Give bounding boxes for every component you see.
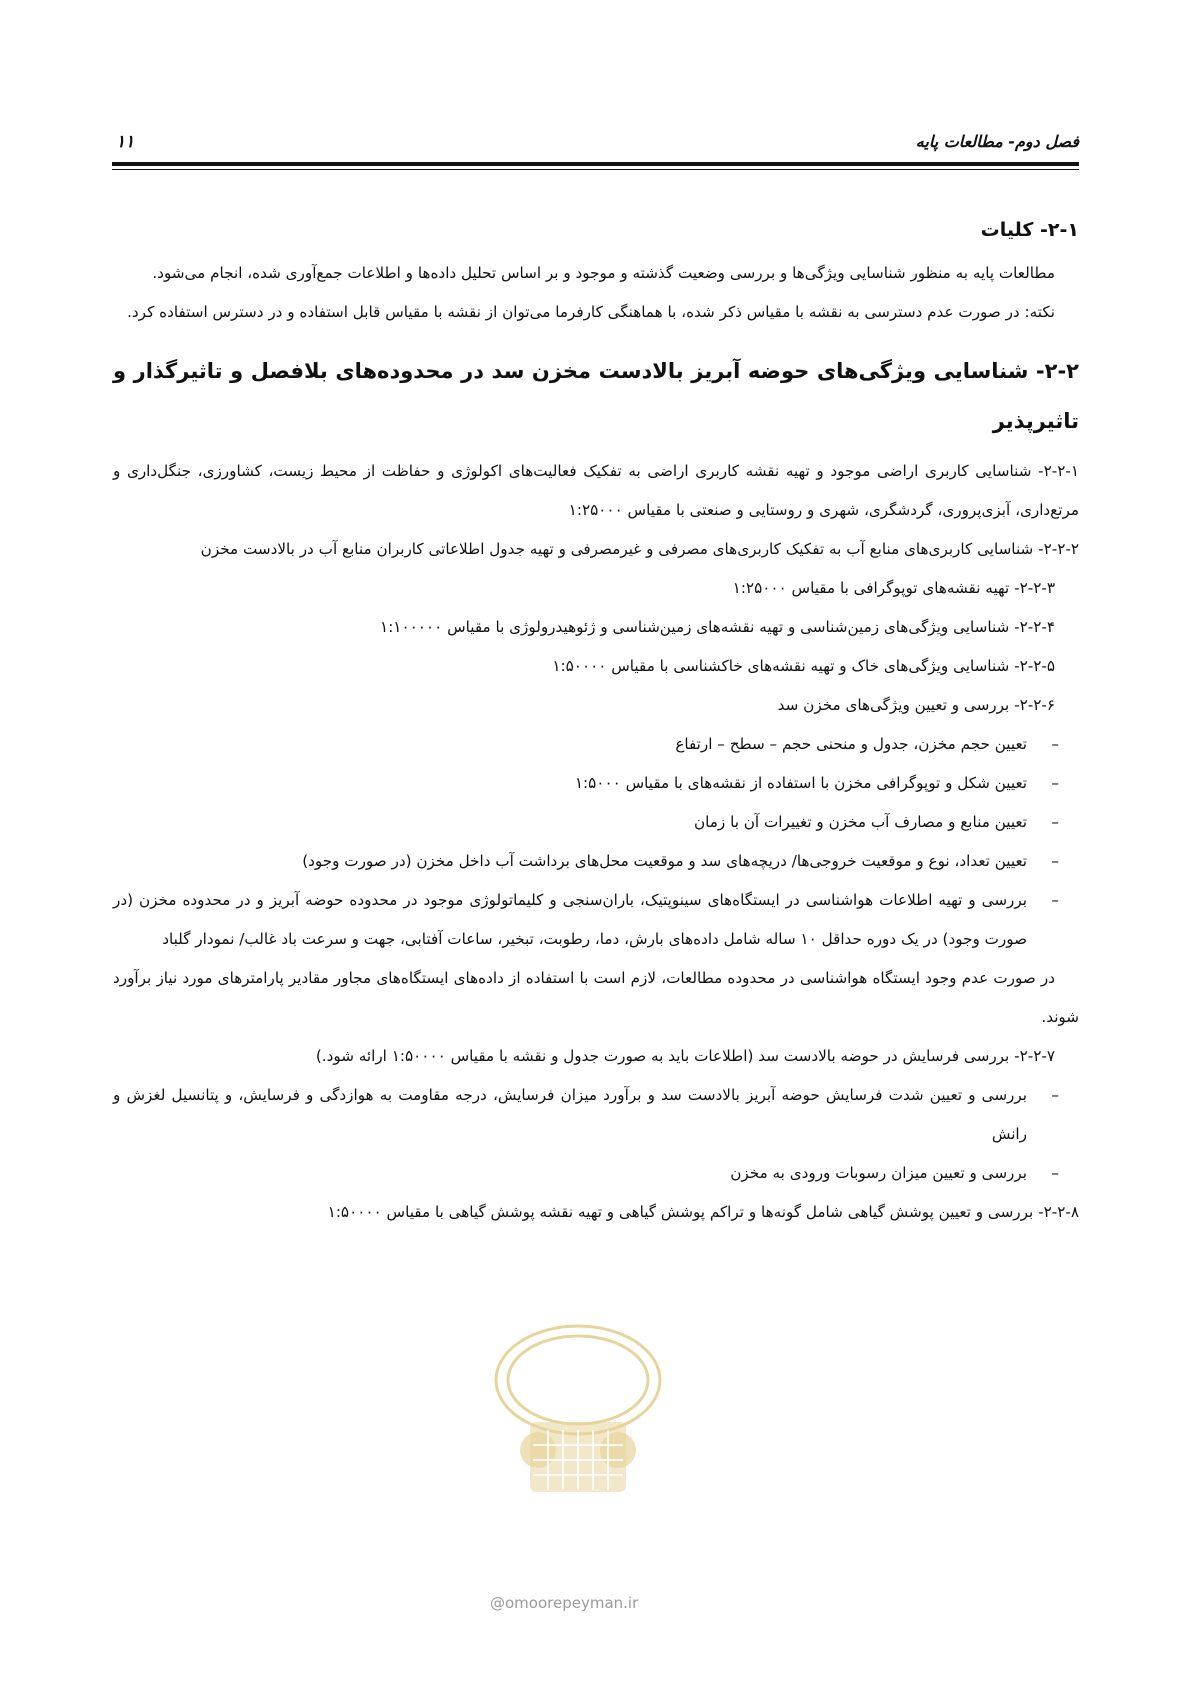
bullet-text: بررسی و تهیه اطلاعات هواشناسی در ایستگاه‌های سینوپتیک، باران‌سنجی و کلیماتولوژی موجود در محدوده حوضه آبریز و در محدوده مخزن (در صورت وجود) در یک دوره حداقل ۱۰ ساله شامل داده‌های بارش، دما، رطوبت، تبخیر، ساعات آفتابی، جهت و سرعت باد غالب/ نمودار گلباد bbox=[113, 891, 1027, 948]
bullet-text: بررسی و تعیین شدت فرسایش حوضه آبریز بالادست سد و برآورد میزان فرسایش، درجه مقاومت به هوازدگی و فرسایش، و پتانسیل لغزش و رانش bbox=[113, 1086, 1027, 1143]
watermark-seal-logo bbox=[458, 1310, 698, 1510]
subsection-item: ۲-۲-۷- بررسی فرسایش در حوضه بالادست سد (اطلاعات باید به صورت جدول و نقشه با مقیاس ۱:۵۰۰۰۰ ارائه شود.) bbox=[315, 1047, 1055, 1065]
bullet-text: تعیین تعداد، نوع و موقعیت خروجی‌ها/ دریچه‌های سد و موقعیت محل‌های برداشت آب داخل مخزن (در صورت وجود) bbox=[302, 852, 1027, 870]
bullet-dash: – bbox=[1051, 774, 1059, 792]
bullet-dash: – bbox=[1051, 813, 1059, 831]
subsection-item: ۲-۲-۲- شناسایی کاربری‌های منابع آب به تفکیک کاربری‌های مصرفی و غیرمصرفی و تهیه جدول اطلاعاتی کاربران منابع آب در بالادست مخزن bbox=[200, 540, 1079, 558]
document-body bbox=[113, 206, 1079, 1232]
bullet-dash: – bbox=[1051, 735, 1059, 753]
bullet-dash: – bbox=[1051, 1086, 1059, 1104]
paragraph: در صورت عدم وجود ایستگاه هواشناسی در محدوده مطالعات، لازم است با استفاده از داده‌های ایستگاه‌های مجاور مقادیر پارامترهای مورد نیاز برآورد شوند. bbox=[113, 969, 1079, 1026]
watermark-site: @omoorepeyman.ir bbox=[490, 1594, 639, 1612]
note-paragraph: نکته: در صورت عدم دسترسی به نقشه با مقیاس ذکر شده، با هماهنگی کارفرما می‌توان از نقشه با مقیاس قابل استفاده و در دسترس استفاده کرد. bbox=[127, 303, 1055, 321]
subsection-item: ۲-۲-۸- بررسی و تعیین پوشش گیاهی شامل گونه‌ها و تراکم پوشش گیاهی و تهیه نقشه پوشش گیاهی با مقیاس ۱:۵۰۰۰۰ bbox=[327, 1203, 1079, 1221]
page-number: ۱۱ bbox=[116, 132, 135, 152]
bullet-item bbox=[113, 1076, 1079, 1154]
bullet-item bbox=[107, 842, 1079, 881]
subsection-item: ۲-۲-۵- شناسایی ویژگی‌های خاک و تهیه نقشه‌های خاکشناسی با مقیاس ۱:۵۰۰۰۰ bbox=[552, 657, 1055, 675]
bullet-list bbox=[113, 725, 1079, 959]
subsection-item: ۲-۲-۶- بررسی و تعیین ویژگی‌های مخزن سد bbox=[777, 696, 1055, 714]
bullet-item bbox=[113, 764, 1079, 803]
header-rule-thick bbox=[112, 162, 1079, 166]
subsection-item: ۲-۲-۴- شناسایی ویژگی‌های زمین‌شناسی و تهیه نقشه‌های زمین‌شناسی و ژئوهیدرولوژی با مقیاس ۱:۱۰۰۰۰۰ bbox=[380, 618, 1055, 636]
bullet-item bbox=[113, 1154, 1079, 1193]
header-rule-thin bbox=[112, 169, 1079, 170]
bullet-item bbox=[113, 725, 1079, 764]
chapter-title: فصل دوم- مطالعات پایه bbox=[915, 132, 1079, 151]
bullet-text: تعیین حجم مخزن، جدول و منحنی حجم – سطح – ارتفاع bbox=[675, 735, 1027, 753]
bullet-text: تعیین منابع و مصارف آب مخزن و تغییرات آن با زمان bbox=[694, 813, 1027, 831]
bullet-dash: – bbox=[1051, 852, 1059, 870]
paragraph: مطالعات پایه به منظور شناسایی ویژگی‌ها و بررسی وضعیت گذشته و موجود و بر اساس تحلیل داده‌ها و اطلاعات جمع‌آوری شده، انجام می‌شود. bbox=[152, 264, 1055, 282]
bullet-text: بررسی و تعیین میزان رسوبات ورودی به مخزن bbox=[730, 1164, 1027, 1182]
bullet-text: تعیین شکل و توپوگرافی مخزن با استفاده از نقشه‌های با مقیاس ۱:۵۰۰۰ bbox=[574, 774, 1027, 792]
subsection-item: ۲-۲-۱- شناسایی کاربری اراضی موجود و تهیه نقشه کاربری اراضی به تفکیک فعالیت‌های اکولوژی و حفاظت از محیط زیست، کشاورزی، جنگل‌داری و مرتع‌داری، آبزی‌پروری، گردشگری، شهری و روستایی و صنعتی با مقیاس ۱:۲۵۰۰۰ bbox=[113, 462, 1079, 519]
bullet-item bbox=[113, 881, 1079, 959]
running-header bbox=[112, 128, 1079, 162]
section-heading-2-1: ۲-۱- کلیات bbox=[980, 219, 1079, 241]
bullet-item bbox=[113, 803, 1079, 842]
subsection-item: ۲-۲-۳- تهیه نقشه‌های توپوگرافی با مقیاس ۱:۲۵۰۰۰ bbox=[732, 579, 1055, 597]
bullet-dash: – bbox=[1051, 891, 1059, 909]
subsection-list bbox=[113, 452, 1079, 725]
bullet-list bbox=[113, 1076, 1079, 1193]
section-heading-2-2: ۲-۲- شناسایی ویژگی‌های حوضه آبریز بالادست مخزن سد در محدوده‌های بلافصل و تاثیرگذار و تاثیرپذیر bbox=[113, 359, 1079, 433]
bullet-dash: – bbox=[1051, 1164, 1059, 1182]
